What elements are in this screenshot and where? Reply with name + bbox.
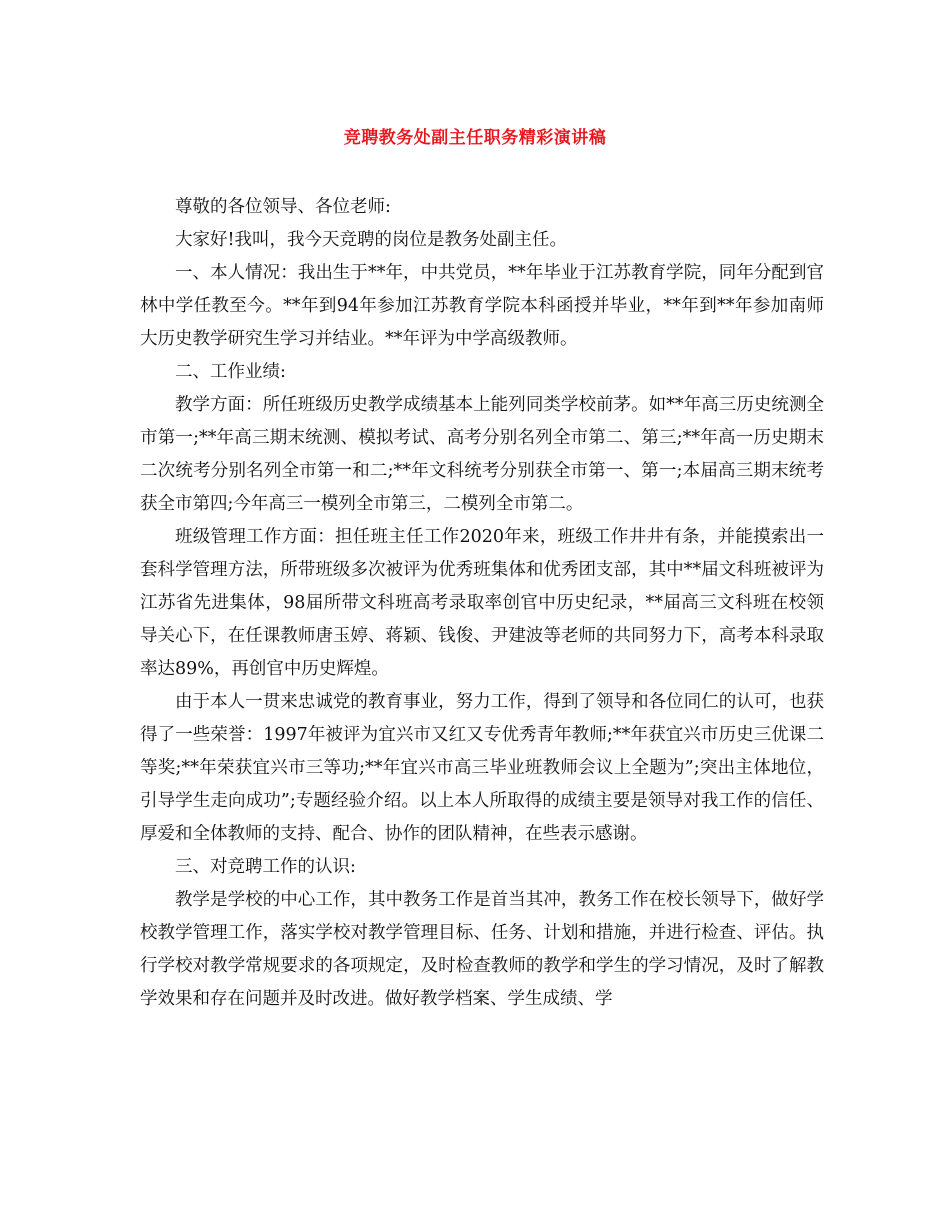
document-body — [140, 191, 824, 1016]
section-personal-info: 一、本人情况：我出生于**年，中共党员，**年毕业于江苏教育学院，同年分配到官林中学任教至今。**年到94年参加江苏教育学院本科函授并毕业，**年到**年参加南师大历史教学研究生学习并结业。**年评为中学高级教师。 — [140, 263, 824, 349]
paragraph-honors: 由于本人一贯来忠诚党的教育事业，努力工作，得到了领导和各位同仁的认可，也获得了一些荣誉：1997年被评为宜兴市又红又专优秀青年教师;**年获宜兴市历史三优课二等奖;**年荣获宜兴市三等功;**年宜兴市高三毕业班教师会议上全题为”;突出主体地位，引导学生走向成功”;专题经验介绍。以上本人所取得的成绩主要是领导对我工作的信任、厚爱和全体教师的支持、配合、协作的团队精神，在些表示感谢。 — [140, 692, 824, 844]
document-title: 竞聘教务处副主任职务精彩演讲稿 — [343, 128, 607, 148]
salutation: 尊敬的各位领导、各位老师: — [175, 197, 391, 217]
greeting: 大家好!我叫，我今天竞聘的岗位是教务处副主任。 — [175, 230, 568, 250]
paragraph-teaching: 教学方面：所任班级历史教学成绩基本上能列同类学校前茅。如**年高三历史统测全市第一;**年高三期末统测、模拟考试、高考分别名列全市第二、第三;**年高一历史期末二次统考分别名列全市第一和二;**年文科统考分别获全市第一、第一;本届高三期末统考获全市第四;今年高三一模列全市第三，二模列全市第二。 — [140, 395, 824, 514]
section-heading-understanding: 三、对竞聘工作的认识: — [175, 857, 356, 877]
paragraph-class-management: 班级管理工作方面：担任班主任工作2020年来，班级工作井井有条，并能摸索出一套科学管理方法，所带班级多次被评为优秀班集体和优秀团支部，其中**届文科班被评为江苏省先进集体，98届所带文科班高考录取率创官中历史纪录，**届高三文科班在校领导关心下，在任课教师唐玉婷、蒋颖、钱俊、尹建波等老师的共同努力下，高考本科录取率达89%，再创官中历史辉煌。 — [140, 527, 824, 679]
section-heading-achievements: 二、工作业绩: — [175, 362, 286, 382]
paragraph-teaching-role: 教学是学校的中心工作，其中教务工作是首当其冲，教务工作在校长领导下，做好学校教学管理工作，落实学校对教学管理目标、任务、计划和措施，并进行检查、评估。执行学校对教学常规要求的各项规定，及时检查教师的教学和学生的学习情况，及时了解教学效果和存在问题并及时改进。做好教学档案、学生成绩、学 — [140, 890, 824, 1009]
